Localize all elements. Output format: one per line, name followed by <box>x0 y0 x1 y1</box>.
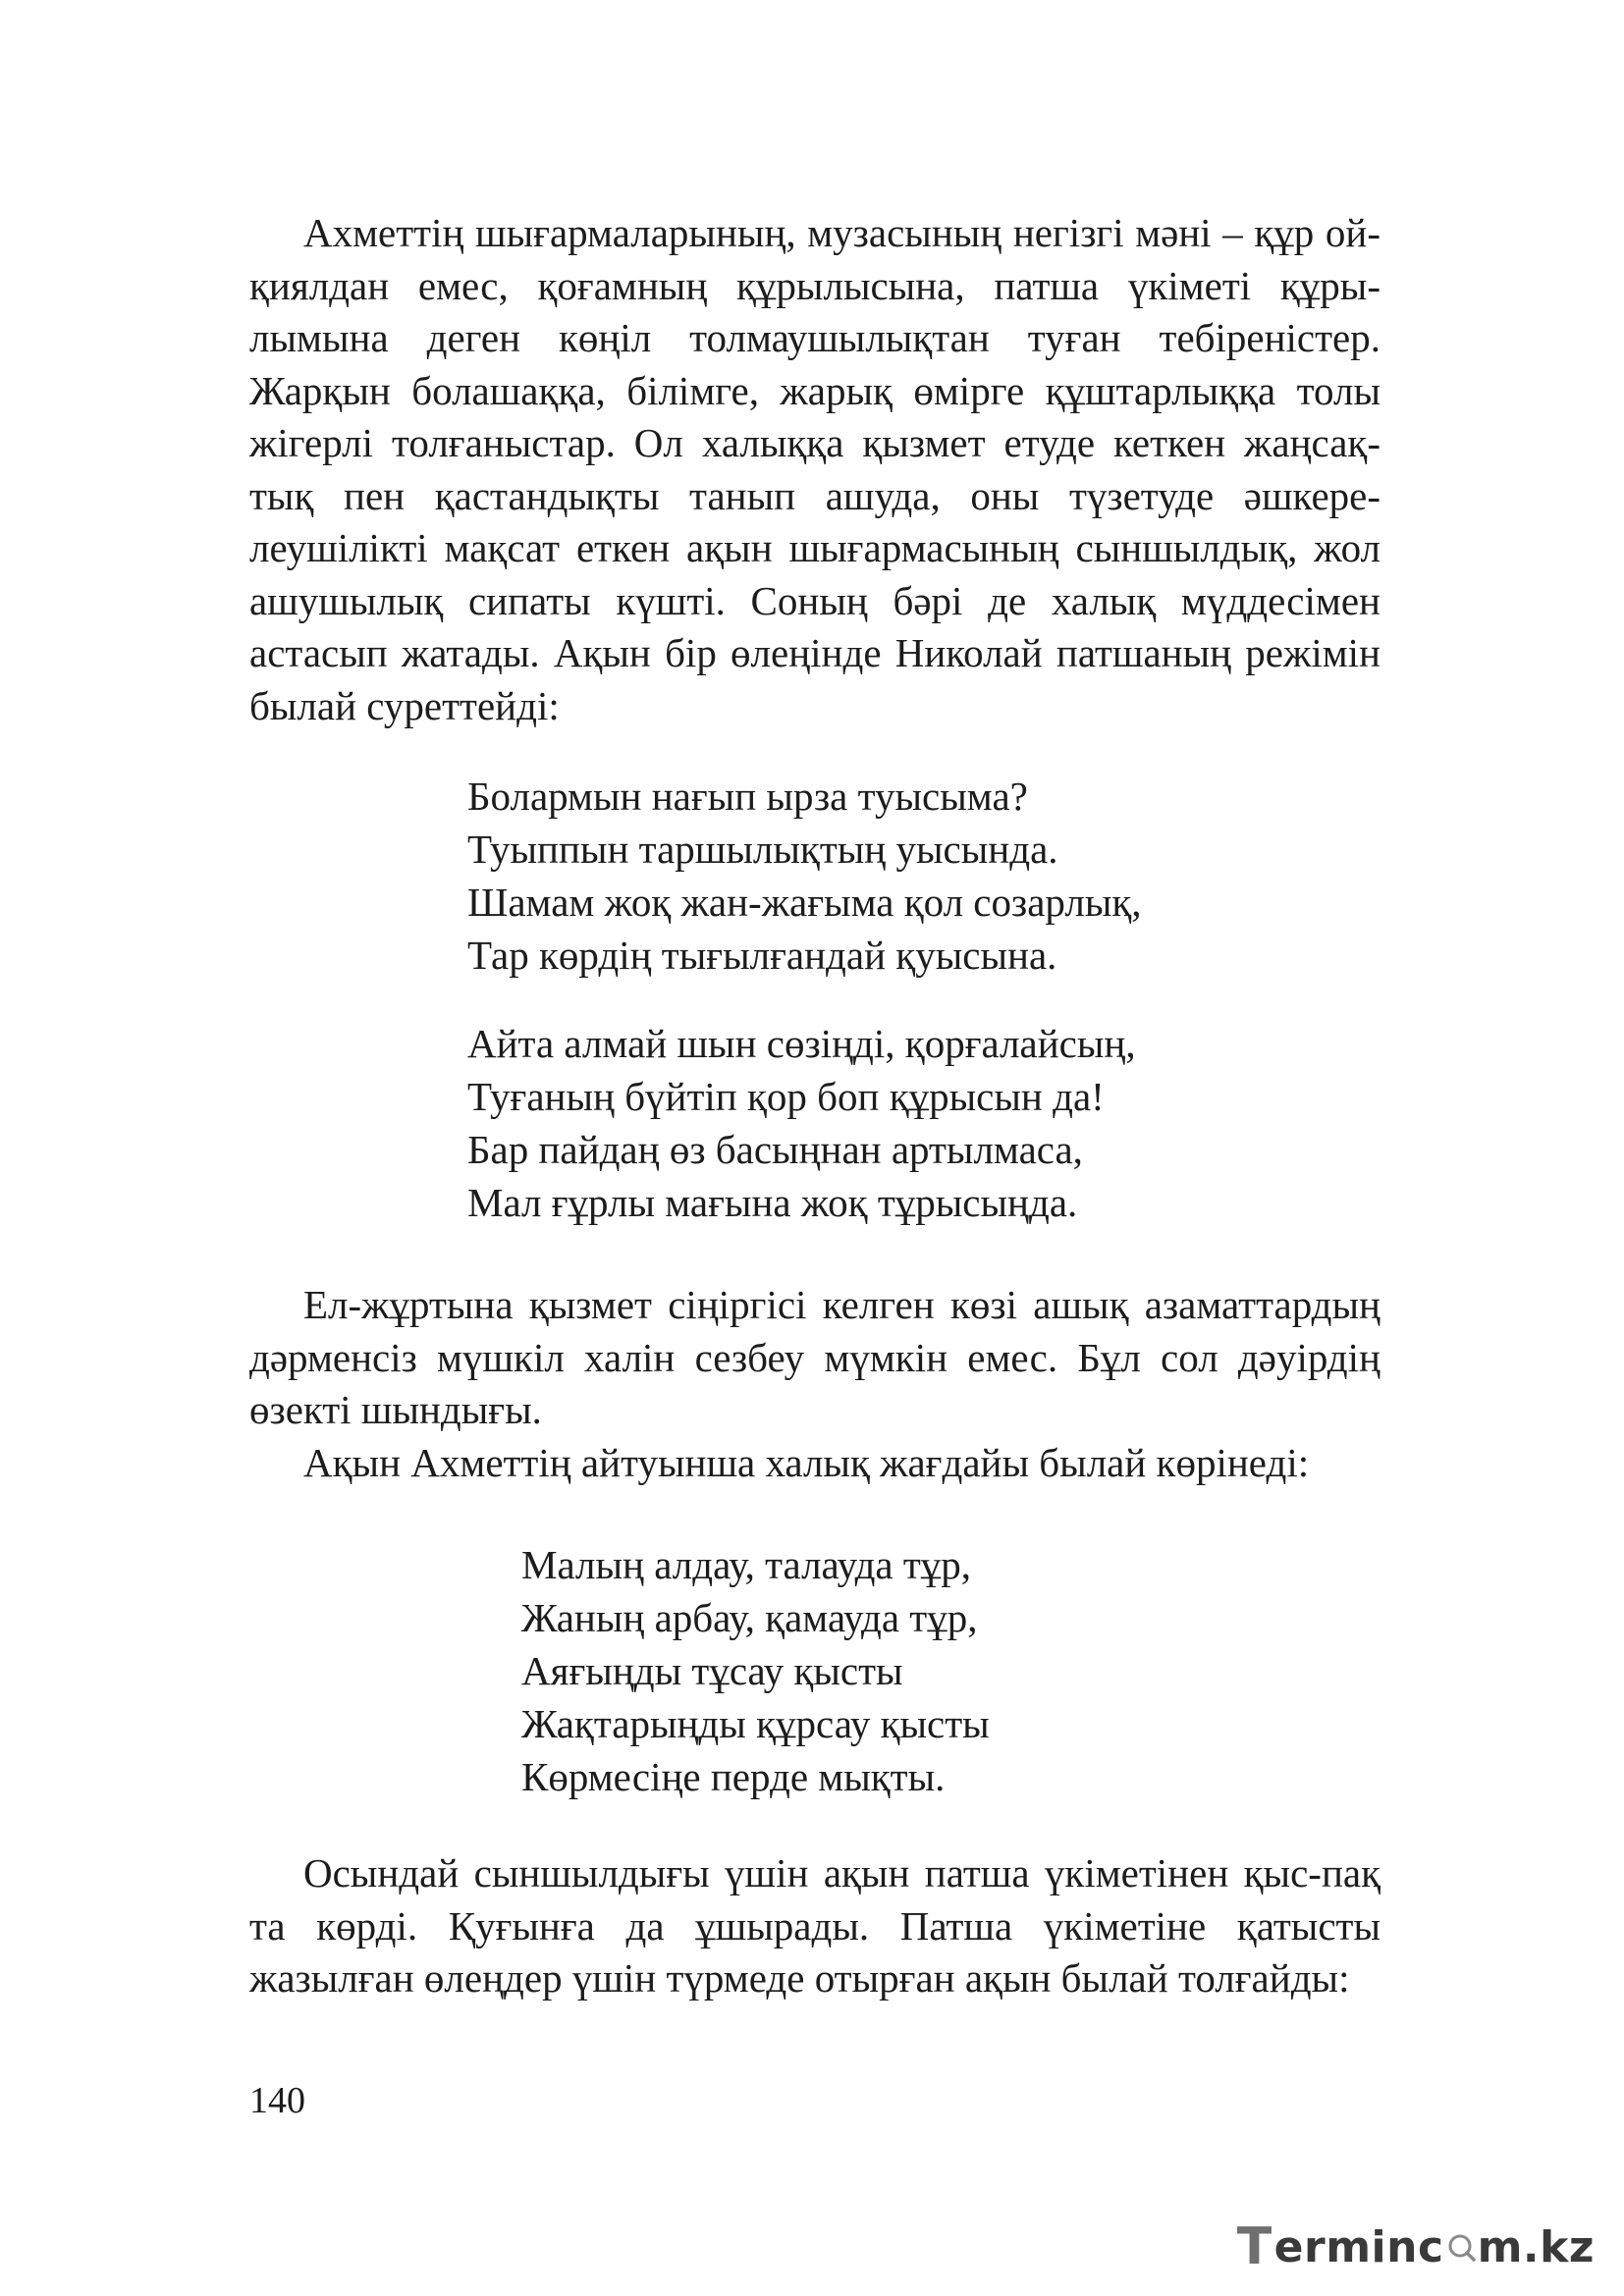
verse-stanza-3 <box>521 1538 990 1803</box>
paragraph-text: Ахметтің шығармаларының, музасының негізгі мәні – құр ой-қиялдан емес, қоғамның құрылысына, патша үкіметі құры-​лымына деген көңіл толмаушылықтан туған тебіреністер. Жарқын болашаққа, білімге, жарық өмірге құштарлыққа толы жігерлі толғаныстар. Ол халыққа қызмет етуде кеткен жаңсақ-​тық пен қастандықты танып ашуда, оны түзетуде әшкере-​леушілікті мақсат еткен ақын шығармасының сыншылдық, жол ашушылық сипаты күшті. Соның бәрі де халық мүддесімен астасып жатады. Ақын бір өлеңінде Николай патшаның режімін былай суреттейді: <box>249 210 1380 728</box>
paragraph-text: Ақын Ахметтің айтуынша халық жағдайы былай көрінеді: <box>303 1439 1310 1485</box>
verse-line: Жақтарыңды құрсау қысты <box>521 1701 990 1746</box>
paragraph-1 <box>249 207 1380 732</box>
magnifier-icon <box>1446 2232 1476 2262</box>
verse-line: Тар көрдің тығылғандай қуысына. <box>467 933 1057 978</box>
paragraph-2 <box>249 1279 1380 1489</box>
paragraph-text: Ел-жұртына қызмет сіңіргісі келген көзі ашық азаматтардың дәрменсіз мүшкіл халін сезбеу мүмкін емес. Бұл сол дәуірдің өзекті шындығы. <box>249 1282 1380 1432</box>
verse-line: Болармын нағып ырза туысыма? <box>467 774 1028 819</box>
verse-line: Туғаның бүйтіп қор боп құрысын да! <box>467 1074 1105 1119</box>
watermark-letter: T <box>1236 2217 1272 2276</box>
paragraph-3 <box>249 1847 1380 2005</box>
verse-line: Мал ғұрлы мағына жоқ тұрысыңда. <box>467 1180 1078 1225</box>
page-number: 140 <box>249 2080 305 2121</box>
verse-stanza-2 <box>467 1017 1136 1229</box>
paragraph-text: Осындай сыншылдығы үшін ақын патша үкіметінен қыс-​пақ та көрді. Қуғынға да ұшырады. Патша үкіметіне қатысты жазылған өлеңдер үшін түрмеде отырған ақын былай толғайды: <box>249 1850 1380 2001</box>
watermark-text-mid: erminc <box>1273 2221 1444 2272</box>
verse-line: Туыппын таршылықтың уысында. <box>467 827 1058 872</box>
verse-line: Айта алмай шын сөзіңді, қорғалайсың, <box>467 1021 1136 1066</box>
verse-stanza-1 <box>467 770 1142 982</box>
verse-line: Көрмесіңе перде мықты. <box>521 1754 946 1799</box>
verse-line: Жаның арбау, қамауда тұр, <box>521 1595 978 1640</box>
verse-line: Шамам жоқ жан-жағыма қол созарлық, <box>467 880 1142 925</box>
watermark-text-end: m.kz <box>1477 2221 1595 2272</box>
verse-line: Бар пайдаң өз басыңнан артылмаса, <box>467 1127 1083 1172</box>
verse-line: Малың алдау, талауда тұр, <box>521 1542 972 1587</box>
verse-line: Аяғыңды тұсау қысты <box>521 1648 903 1693</box>
watermark-logo <box>1236 2217 1595 2276</box>
